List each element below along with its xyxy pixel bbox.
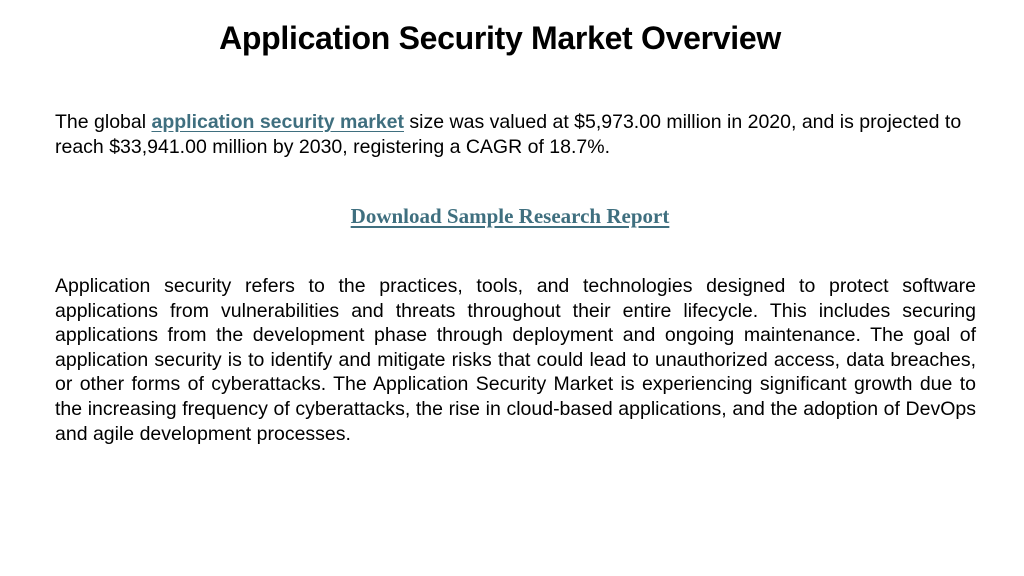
page-title: Application Security Market Overview bbox=[219, 20, 781, 56]
description-paragraph: Application security refers to the practices, tools, and technologies designed to protect software applications from vulnerabilities and threats throughout their entire lifecycle. This includes securing applications from the development phase through deployment and ongoing maintenance. The goal of application security is to identify and mitigate risks that could lead to unauthorized access, data breaches, or other forms of cyberattacks. The Application Security Market is experiencing significant growth due to the increasing frequency of cyberattacks, the rise in cloud-based applications, and the adoption of DevOps and agile development processes. bbox=[55, 275, 976, 445]
intro-paragraph bbox=[55, 110, 976, 160]
cta-container bbox=[0, 202, 1020, 230]
intro-suffix: size was valued at $5,973.00 million in 2020, and is projected to reach $33,941.00 million by 2030, registering a CAGR of 18.7%. bbox=[55, 111, 962, 158]
download-report-link[interactable]: Download Sample Research Report bbox=[350, 204, 670, 228]
intro-prefix: The global bbox=[55, 111, 152, 133]
market-link[interactable]: application security market bbox=[151, 111, 404, 133]
